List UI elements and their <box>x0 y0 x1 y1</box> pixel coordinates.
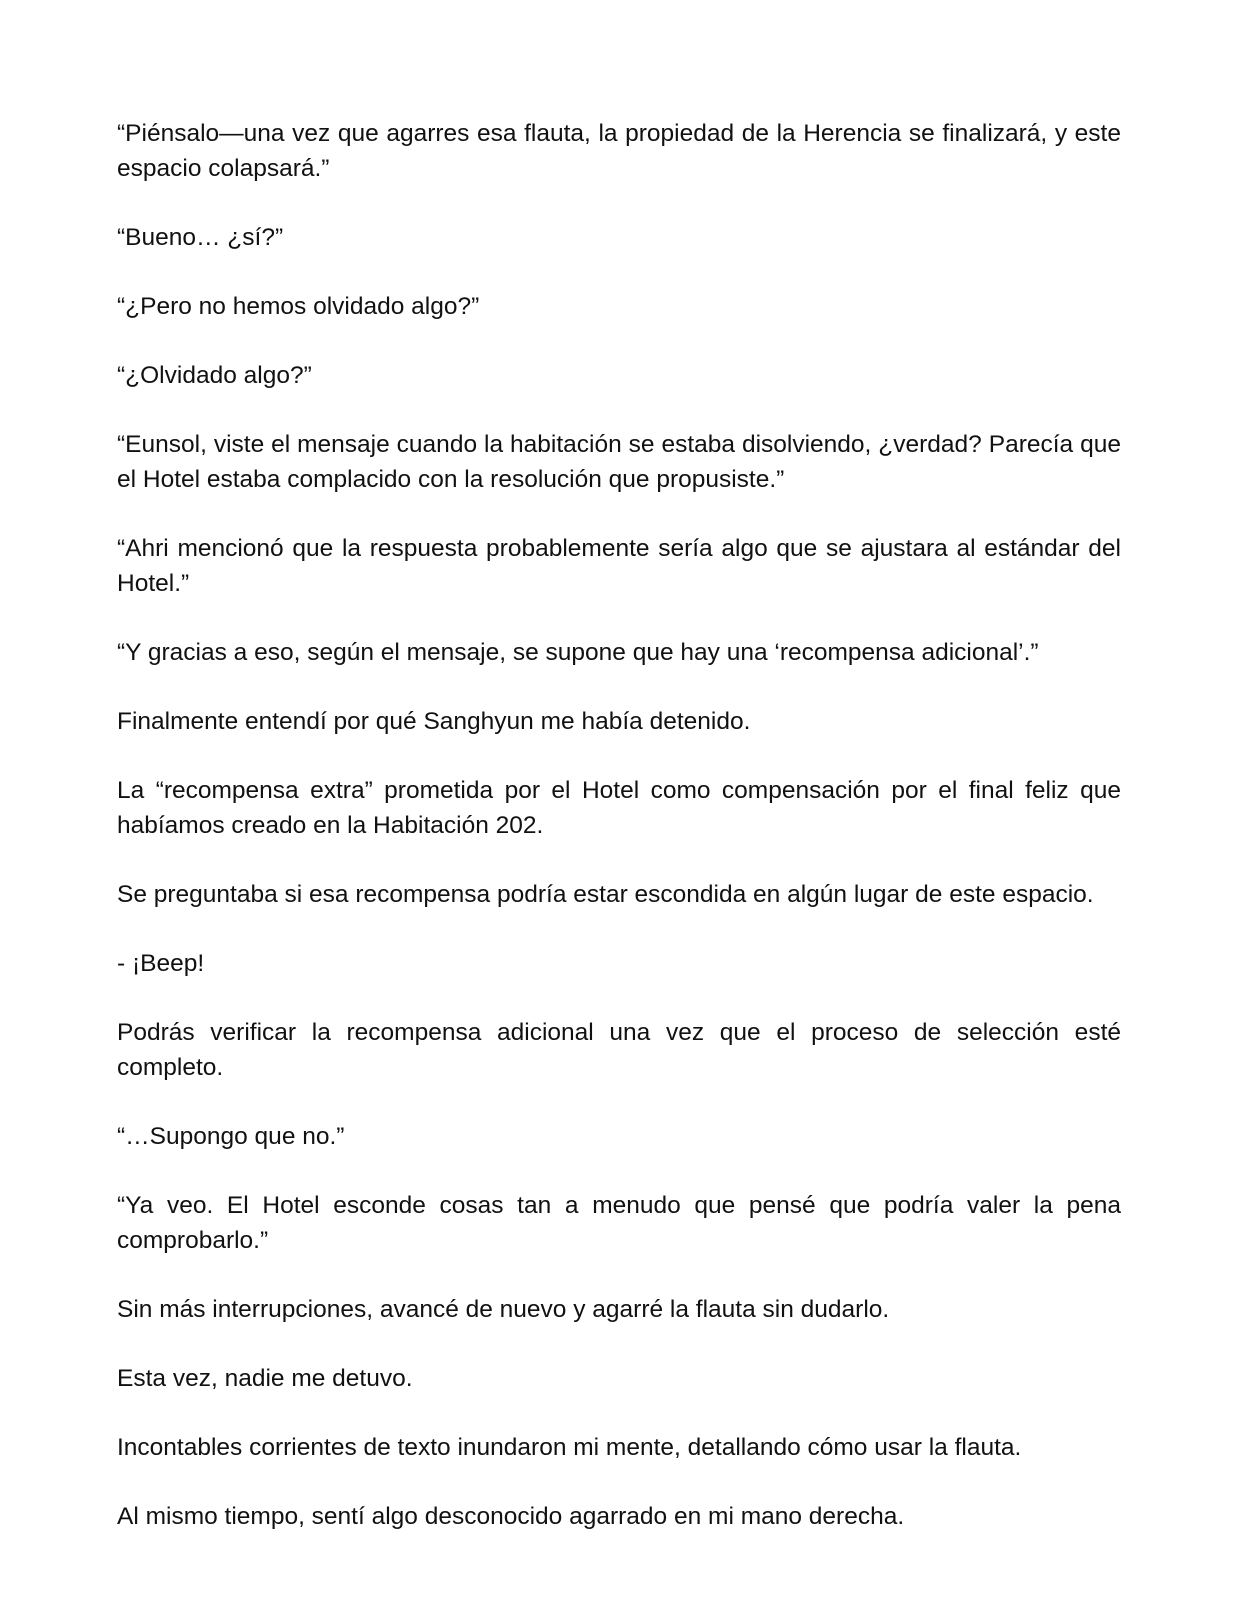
paragraph: Esta vez, nadie me detuvo. <box>117 1365 413 1392</box>
paragraph: “Bueno… ¿sí?” <box>117 224 284 251</box>
paragraph: Al mismo tiempo, sentí algo desconocido agarrado en mi mano derecha. <box>117 1503 905 1530</box>
paragraph: “Ya veo. El Hotel esconde cosas tan a menudo que pensé que podría valer la pena comprobarlo.” <box>117 1192 1121 1254</box>
paragraph: “Eunsol, viste el mensaje cuando la habitación se estaba disolviendo, ¿verdad? Parecía que el Hotel estaba complacido con la resolución que propusiste.” <box>117 431 1121 493</box>
paragraph: “Ahri mencionó que la respuesta probablemente sería algo que se ajustara al estándar del Hotel.” <box>117 535 1121 597</box>
paragraph: Incontables corrientes de texto inundaron mi mente, detallando cómo usar la flauta. <box>117 1434 1022 1461</box>
paragraph: - ¡Beep! <box>117 950 205 977</box>
paragraph: “Piénsalo—una vez que agarres esa flauta, la propiedad de la Herencia se finalizará, y este espacio colapsará.” <box>117 120 1121 182</box>
paragraph: Podrás verificar la recompensa adicional una vez que el proceso de selección esté completo. <box>117 1019 1121 1081</box>
paragraph: Sin más interrupciones, avancé de nuevo y agarré la flauta sin dudarlo. <box>117 1296 890 1323</box>
paragraph: La “recompensa extra” prometida por el Hotel como compensación por el final feliz que habíamos creado en la Habitación 202. <box>117 777 1121 839</box>
document-page <box>117 116 1121 1534</box>
paragraph: “¿Olvidado algo?” <box>117 362 312 389</box>
paragraph: Finalmente entendí por qué Sanghyun me había detenido. <box>117 708 751 735</box>
paragraph: “…Supongo que no.” <box>117 1123 345 1150</box>
paragraph: Se preguntaba si esa recompensa podría estar escondida en algún lugar de este espacio. <box>117 881 1094 908</box>
paragraph: “¿Pero no hemos olvidado algo?” <box>117 293 480 320</box>
paragraph: “Y gracias a eso, según el mensaje, se supone que hay una ‘recompensa adicional’.” <box>117 639 1039 666</box>
